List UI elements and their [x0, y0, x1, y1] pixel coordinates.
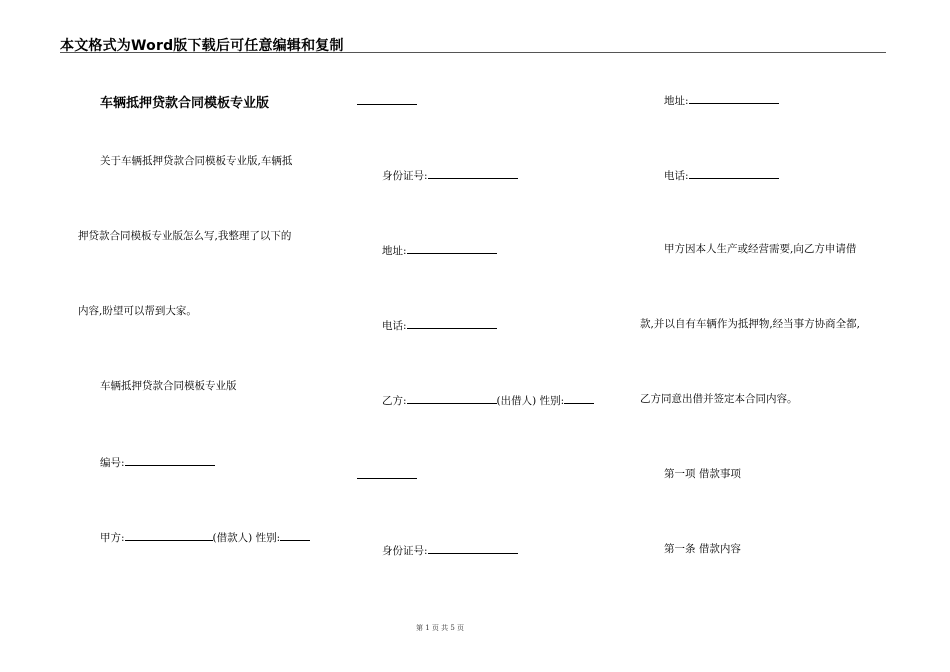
- contract-number-blank: [125, 455, 215, 466]
- party-a-label: 甲方:: [100, 532, 125, 544]
- header-divider: [60, 52, 886, 53]
- section-heading-loan-matters: 第一项 借款事项: [664, 468, 741, 480]
- purpose-paragraph-line-2: 款,并以自有车辆作为抵押物,经当事方协商全都,: [640, 318, 861, 330]
- party-a-address-field: [382, 243, 497, 257]
- party-b-id-label: 身份证号:: [382, 545, 428, 557]
- party-b-phone-blank: [689, 168, 779, 179]
- purpose-paragraph-line-3: 乙方同意出借并签定本合同内容。: [640, 393, 798, 405]
- continued-blank-line-1: [357, 104, 417, 105]
- party-b-role: (出借人) 性别:: [496, 395, 565, 407]
- intro-paragraph-line-2: 押贷款合同模板专业版怎么写,我整理了以下的: [78, 230, 292, 242]
- party-a-address-label: 地址:: [382, 245, 407, 257]
- party-a-role: (借款人) 性别:: [212, 532, 281, 544]
- contract-subtitle: 车辆抵押贷款合同模板专业版: [100, 380, 237, 392]
- party-b-phone-label: 电话:: [664, 170, 689, 182]
- party-a-field: [100, 530, 310, 544]
- party-b-name-blank: [407, 393, 497, 404]
- party-b-address-blank: [689, 93, 779, 104]
- document-header: 本文格式为Word版下载后可任意编辑和复制: [60, 38, 344, 54]
- contract-number-field: [100, 455, 215, 469]
- party-b-field: [382, 393, 594, 407]
- party-b-gender-blank: [564, 393, 594, 404]
- document-title: 车辆抵押贷款合同模板专业版: [100, 96, 270, 111]
- party-a-phone-field: [382, 318, 497, 332]
- party-b-address-label: 地址:: [664, 95, 689, 107]
- party-a-id-blank: [428, 168, 518, 179]
- party-b-address-field: [664, 93, 779, 107]
- party-b-label: 乙方:: [382, 395, 407, 407]
- party-a-id-label: 身份证号:: [382, 170, 428, 182]
- intro-paragraph-line-3: 内容,盼望可以帮到大家。: [78, 305, 197, 317]
- party-b-id-field: [382, 543, 518, 557]
- continued-blank-line-2: [357, 478, 417, 479]
- page-number-footer: 第 1 页 共 5 页: [415, 624, 465, 632]
- party-a-phone-label: 电话:: [382, 320, 407, 332]
- intro-paragraph-line-1: 关于车辆抵押贷款合同模板专业版,车辆抵: [100, 155, 293, 167]
- party-a-name-blank: [125, 530, 213, 541]
- party-a-id-field: [382, 168, 518, 182]
- party-b-phone-field: [664, 168, 779, 182]
- party-a-phone-blank: [407, 318, 497, 329]
- party-a-address-blank: [407, 243, 497, 254]
- article-heading-loan-content: 第一条 借款内容: [664, 543, 741, 555]
- party-a-gender-blank: [280, 530, 310, 541]
- contract-number-label: 编号:: [100, 457, 125, 469]
- purpose-paragraph-line-1: 甲方因本人生产或经营需要,向乙方申请借: [664, 243, 857, 255]
- party-b-id-blank: [428, 543, 518, 554]
